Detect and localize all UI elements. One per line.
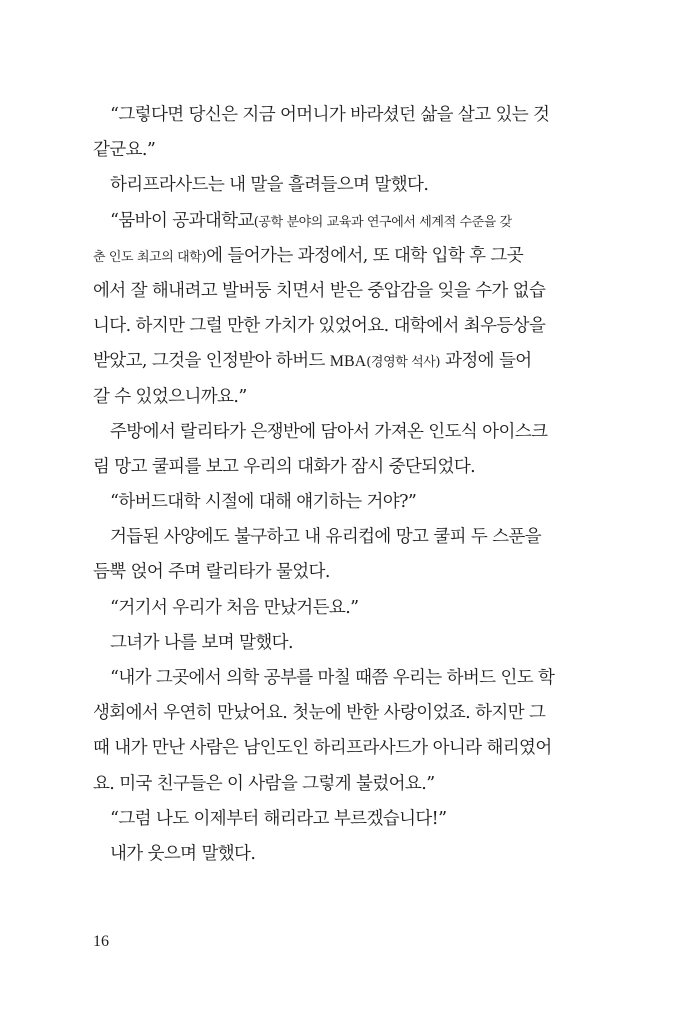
text-line: “그럼 나도 이제부터 해리라고 부르겠습니다!” (110, 808, 447, 829)
page-number: 16 (93, 933, 109, 950)
annotation-span: 춘 인도 최고의 대학) (93, 249, 207, 265)
latin-span: MBA (329, 353, 367, 371)
text-line (93, 239, 593, 274)
text-span: “뭄바이 공과대학교 (110, 210, 254, 231)
text-line: “내가 그곳에서 의학 공부를 마칠 때쯤 우리는 하버드 인도 학 (110, 668, 555, 688)
text-line: 생회에서 우연히 만났어요. 첫눈에 반한 사랑이었죠. 하지만 그 (93, 703, 546, 724)
text-line: 갈 수 있었으니까요.” (93, 386, 247, 407)
text-line (93, 204, 593, 239)
text-line: 주방에서 랄리타가 은쟁반에 담아서 가져온 인도식 아이스크 (110, 421, 548, 442)
text-span: 에 들어가는 과정에서, 또 대학 입학 후 그곳 (206, 245, 524, 266)
text-line: 듬뿍 얹어 주며 랄리타가 물었다. (93, 562, 330, 583)
text-span: 받았고, 그것을 인정받아 하버드 (93, 351, 330, 372)
text-line: “하버드대학 시절에 대해 얘기하는 거야?” (110, 492, 417, 513)
text-line: 때 내가 만난 사람은 남인도인 하리프라사드가 아니라 해리였어 (93, 738, 552, 759)
text-line (93, 344, 593, 379)
body-text (93, 98, 593, 872)
text-line: 니다. 하지만 그럴 만한 가치가 있었어요. 대학에서 최우등상을 (93, 316, 546, 337)
annotation-span: (경영학 석사) (366, 355, 441, 371)
text-line: 내가 웃으며 말했다. (110, 843, 256, 864)
annotation-span: (공학 분야의 교육과 연구에서 세계적 수준을 갖 (253, 214, 512, 230)
text-line: 같군요.” (93, 140, 156, 161)
text-span: 과정에 들어 (440, 351, 532, 372)
text-line: 요. 미국 친구들은 이 사람을 그렇게 불렀어요.” (93, 773, 435, 794)
text-line: 거듭된 사양에도 불구하고 내 유리컵에 망고 쿨피 두 스푼을 (110, 527, 542, 548)
text-line: 림 망고 쿨피를 보고 우리의 대화가 잠시 중단되었다. (93, 456, 476, 477)
text-line: 하리프라사드는 내 말을 흘려들으며 말했다. (110, 175, 429, 196)
text-line: “거기서 우리가 처음 만났거든요.” (110, 597, 359, 618)
text-line: 그녀가 나를 보며 말했다. (110, 632, 293, 653)
text-line: “그렇다면 당신은 지금 어머니가 바라셨던 삶을 살고 있는 것 (110, 105, 550, 125)
text-line: 에서 잘 해내려고 발버둥 치면서 받은 중압감을 잊을 수가 없습 (93, 280, 546, 301)
